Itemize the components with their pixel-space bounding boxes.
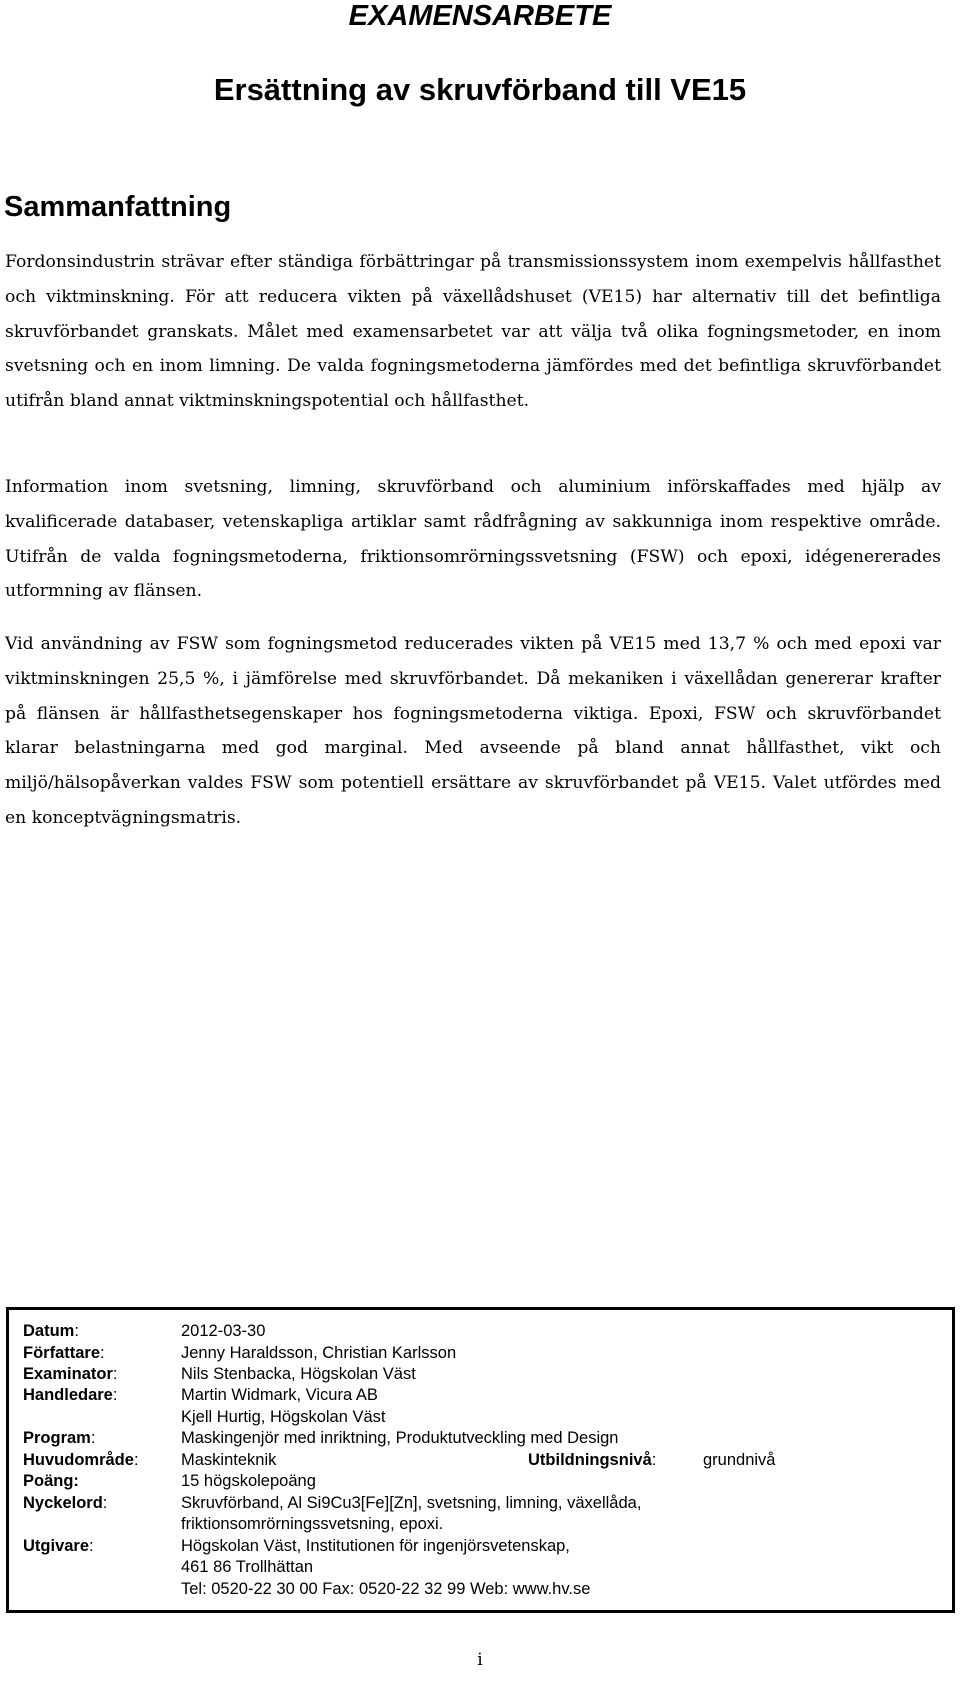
summary-paragraph-1: Fordonsindustrin strävar efter ständiga förbättringar på transmissionssystem inom exempelvis hållfasthet och viktminskning. För att reducera vikten på växellådshuset (VE15) har alternativ till det befintliga skruvförbandet granskats. Målet med examensarbetet var att välja två olika fogningsmetoder, en inom svetsning och en inom limning. De valda fogningsmetoderna jämfördes med det befintliga skruvförbandet utifrån bland annat viktminskningspotential och hållfasthet. — [5, 252, 941, 412]
datum-label: Datum — [23, 1322, 75, 1340]
document-title: Ersättning av skruvförband till VE15 — [213, 72, 747, 107]
forfattare-value: Jenny Haraldsson, Christian Karlsson — [181, 1344, 457, 1362]
nyckelord-label: Nyckelord — [23, 1494, 103, 1512]
huvudomrade-label: Huvudområde — [23, 1451, 134, 1469]
huvudomrade-value: Maskinteknik — [181, 1451, 277, 1469]
program-value: Maskingenjör med inriktning, Produktutveckling med Design — [181, 1429, 619, 1447]
examinator-label: Examinator — [23, 1365, 113, 1383]
poang-value: 15 högskolepoäng — [181, 1472, 316, 1490]
handledare-value-2: Kjell Hurtig, Högskolan Väst — [181, 1408, 386, 1426]
page-number: i — [477, 1650, 483, 1670]
utgivare-value-3: Tel: 0520-22 30 00 Fax: 0520-22 32 99 Web: www.hv.se — [181, 1580, 591, 1598]
document-type: EXAMENSARBETE — [348, 0, 612, 32]
summary-heading: Sammanfattning — [4, 191, 232, 223]
program-label: Program — [23, 1429, 91, 1447]
utgivare-value-1: Högskolan Väst, Institutionen för ingenjörsvetenskap, — [181, 1537, 570, 1555]
handledare-label: Handledare — [23, 1386, 113, 1404]
utbildningsniva-label: Utbildningsnivå — [528, 1451, 652, 1469]
datum-value: 2012-03-30 — [181, 1322, 266, 1340]
summary-paragraph-2: Information inom svetsning, limning, skruvförband och aluminium införskaffades med hjälp av kvalificerade databaser, vetenskapliga artiklar samt rådfrågning av sakkunniga inom respektive område. Utifrån de valda fogningsmetoderna, friktionsomrörningssvetsning (FSW) och epoxi, idégenererades utformning av flänsen. — [5, 477, 941, 602]
utgivare-label: Utgivare — [23, 1537, 90, 1555]
summary-paragraph-3: Vid användning av FSW som fogningsmetod reducerades vikten på VE15 med 13,7 % och med epoxi var viktminskningen 25,5 %, i jämförelse med skruvförbandet. Då mekaniken i växellådan genererar krafter på flänsen är hållfasthetsegenskaper hos fogningsmetoderna viktiga. Epoxi, FSW och skruvförbandet klarar belastningarna med god marginal. Med avseende på bland annat hållfasthet, vikt och miljö/hälsopåverkan valdes FSW som potentiell ersättare av skruvförbandet på VE15. Valet utfördes med en konceptvägningsmatris. — [5, 634, 941, 828]
forfattare-label: Författare — [23, 1344, 101, 1362]
handledare-value-1: Martin Widmark, Vicura AB — [181, 1386, 378, 1404]
poang-label: Poäng: — [23, 1472, 79, 1490]
nyckelord-value-2: friktionsomrörningssvetsning, epoxi. — [181, 1515, 444, 1533]
metadata-box: Datum: 2012-03-30 Författare: Jenny Haraldsson, Christian Karlsson Examinator: Nils Stenbacka, Högskolan Väst Handledare: Martin Widmark, Vicura AB Kjell Hurtig, Högskolan Väst Program: Maskingenjör med inriktning, Produktutveckling med Design Huvudområde: Maskinteknik Utbildningsnivå: grundnivå Poäng: 15 högskolepoäng Nyckelord: Skruvförband, Al Si9Cu3[Fe][Zn], svetsning, limning, växellåda, friktionsomrörningssvetsning, epoxi. Utgivare: Högskolan Väst, Institutionen för ingenjörsvetenskap, 461 86 Trollhättan Tel: 0520-22 30 00 Fax: 0520-22 32 99 Web: www.hv.se — [6, 1307, 955, 1613]
utbildningsniva-value: grundnivå — [703, 1451, 776, 1469]
nyckelord-value-1: Skruvförband, Al Si9Cu3[Fe][Zn], svetsning, limning, växellåda, — [181, 1494, 642, 1512]
utgivare-value-2: 461 86 Trollhättan — [181, 1558, 314, 1576]
examinator-value: Nils Stenbacka, Högskolan Väst — [181, 1365, 416, 1383]
